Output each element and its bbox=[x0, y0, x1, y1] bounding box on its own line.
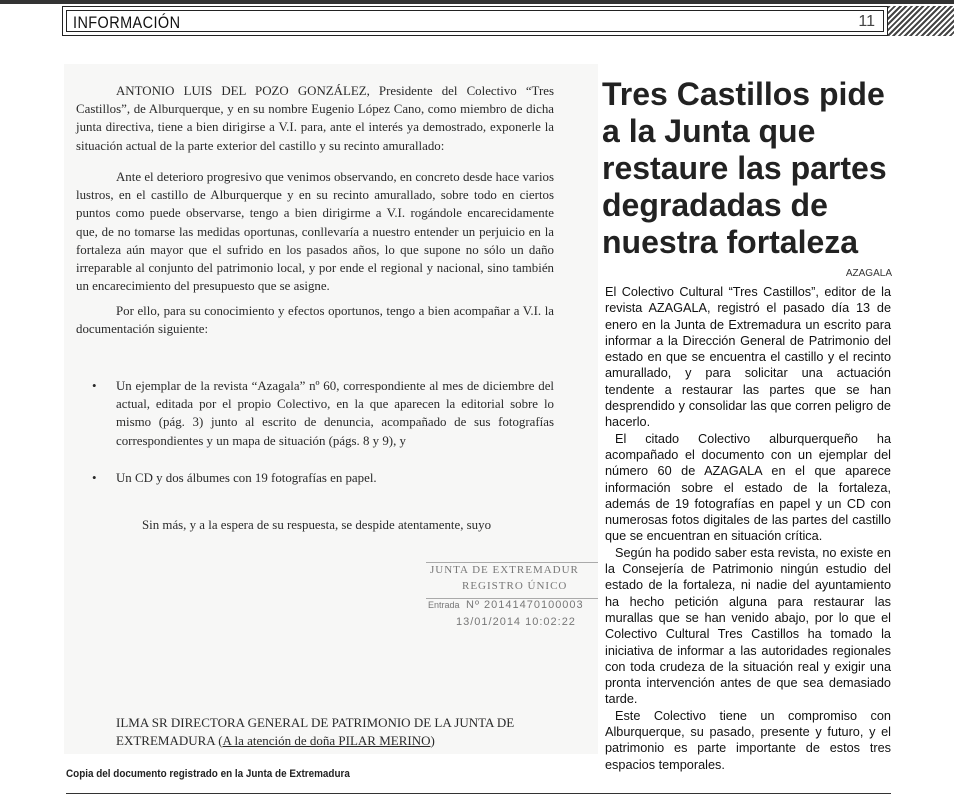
article-paragraph: Este Colectivo tiene un compromiso con Alburquerque, su pasado, presente y futuro, y el patrimonio es parte importante de estos tres espacios temporales. bbox=[605, 708, 891, 772]
article-body bbox=[605, 284, 891, 773]
letter-body-3 bbox=[76, 302, 554, 338]
header-frame bbox=[66, 10, 884, 32]
stamp-entrada-label: Entrada bbox=[428, 600, 460, 610]
letter-paragraph: Por ello, para su conocimiento y efectos oportunos, tengo a bien acompañar a V.I. la documentación siguiente: bbox=[76, 304, 554, 337]
letter-body-2 bbox=[76, 168, 554, 295]
stamp-entrada-number: Nº 20141470100003 bbox=[466, 599, 584, 611]
article-byline: AZAGALA bbox=[845, 268, 892, 279]
header-pattern bbox=[888, 6, 954, 36]
letter-closing: Sin más, y a la espera de su respuesta, se despide atentamente, suyo bbox=[142, 518, 492, 532]
letter-paragraph: ANTONIO LUIS DEL POZO GONZÁLEZ, Presidente del Colectivo “Tres Castillos”, de Alburquerque, y en su nombre Eugenio López Cano, como miembro de dicha junta directiva, tiene a bien dirigirse a V.I. para, ante el interés ya demostrado, exponerle la situación actual de la parte exterior del castillo y su recinto amurallado: bbox=[76, 84, 554, 153]
article-paragraph: Según ha podido saber esta revista, no existe en la Consejería de Patrimonio ningún estudio del estado de la fortaleza, ni nadie del ayuntamiento ha hecho petición alguna para restaurar las murallas que se han venido abajo, por lo que el Colectivo Cultural Tres Castillos ha tomado la iniciativa de informar a las autoridades regionales con toda crudeza de la situación real y exigir una pronta intervención antes de que sea demasiado tarde. bbox=[605, 545, 891, 707]
letter-paragraph: Ante el deterioro progresivo que venimos observando, en concreto desde hace varios lustros, en el castillo de Alburquerque y en su recinto amurallado, sobre todo en ciertos puntos como puede observarse, tengo a bien dirigirme a V.I. rogándole encarecidamente que, de no tomarse las medidas oportunas, conllevaría a nuestro entender un perjuicio en la fortaleza aún mayor que el sufrido en los pasados años, lo que supone no sólo un daño irreparable al conjunto del patrimonio local, y por ende el regional y nacional, sino también un encarecimiento del presupuesto que se asigne. bbox=[76, 170, 554, 294]
addressee-prefix: EXTREMADURA ( bbox=[116, 733, 223, 748]
article-paragraph: El citado Colectivo alburquerqueño ha acompañado el documento con un ejemplar del número 60 de AZAGALA en el que aparece información sobre el estado de la fortaleza, además de 19 fotografías en papel y un CD con numerosas fotos digitales de las partes del castillo que se encuentran en situación crítica. bbox=[605, 431, 891, 544]
image-caption: Copia del documento registrado en la Junta de Extremadura bbox=[66, 768, 350, 780]
addressee-suffix: ) bbox=[430, 733, 435, 748]
section-title: INFORMACIÓN bbox=[73, 13, 181, 32]
letter-bullet: • Un ejemplar de la revista “Azagala” nº 60, correspondiente al mes de diciembre del actual, editada por el propio Colectivo, en la que aparecen la editorial sobre lo mismo (pág. 3) junto al escrito de denuncia, acompañado de sus fotografías correspondientes y un mapa de situación (págs. 8 y 9), y bbox=[116, 377, 554, 450]
article-paragraph: El Colectivo Cultural “Tres Castillos”, editor de la revista AZAGALA, registró el pasado día 13 de enero en la Junta de Extremadura un escrito para informar a la Dirección General de Patrimonio del estado en que se encuentra el castillo y el recinto amurallado, y para solicitar una actuación tendente a restaurar las partes que se han desprendido y consolidar las que corren peligro de hacerlo. bbox=[605, 285, 891, 430]
page-number: 11 bbox=[858, 13, 875, 30]
stamp-datetime: 13/01/2014 10:02:22 bbox=[456, 616, 576, 628]
letter-body bbox=[76, 82, 554, 155]
bottom-rule bbox=[66, 793, 891, 794]
page-header bbox=[62, 6, 888, 36]
stamp-line-1: JUNTA DE EXTREMADUR bbox=[430, 564, 579, 576]
letter-bullet: • Un CD y dos álbumes con 19 fotografías en papel. bbox=[116, 469, 554, 487]
addressee-line-1: ILMA SR DIRECTORA GENERAL DE PATRIMONIO DE LA JUNTA DE bbox=[116, 715, 515, 730]
stamp-border bbox=[426, 562, 598, 563]
stamp-line-2: REGISTRO ÚNICO bbox=[462, 580, 568, 592]
top-border bbox=[0, 0, 954, 4]
registry-stamp bbox=[426, 562, 598, 632]
letter-addressee bbox=[116, 714, 566, 750]
addressee-attention: A la atención de doña PILAR MERINO bbox=[222, 733, 431, 748]
article-headline: Tres Castillos pide a la Junta que restaure las partes degradadas de nuestra fortaleza bbox=[602, 76, 887, 260]
addressee-line-2 bbox=[116, 732, 566, 750]
